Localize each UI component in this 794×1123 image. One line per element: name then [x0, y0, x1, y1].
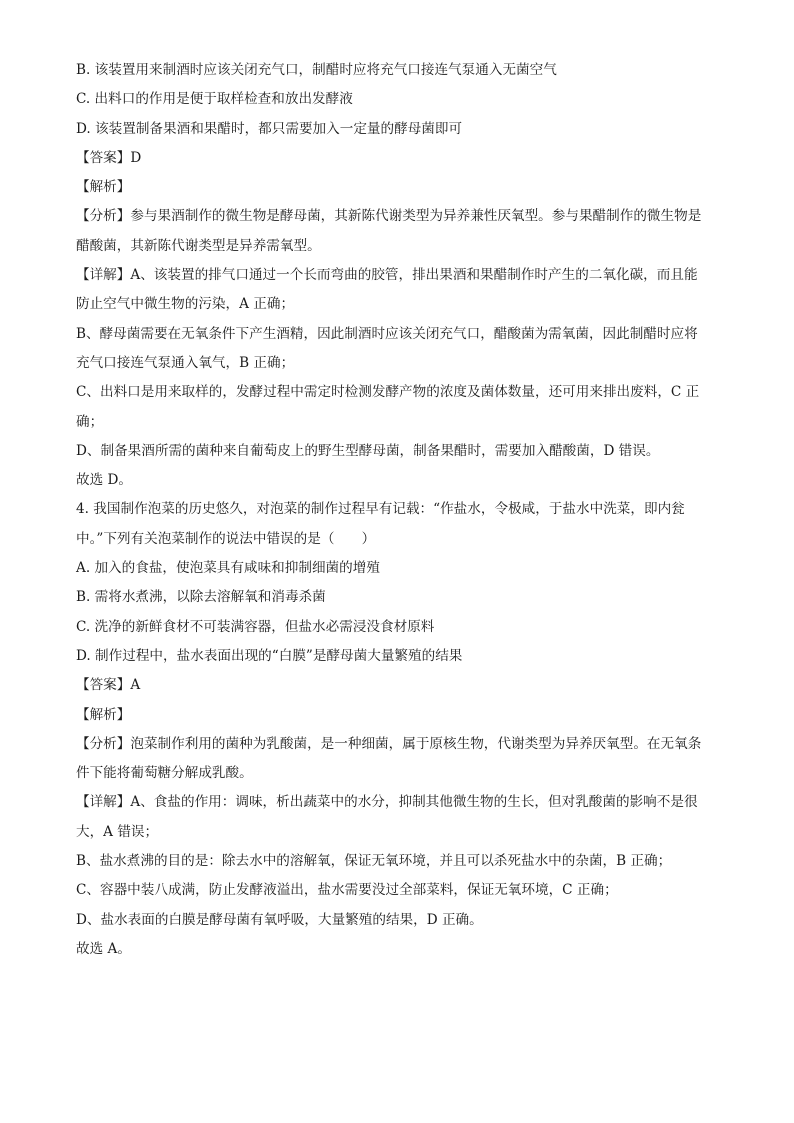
q4-conclusion: 故选 A。 [76, 940, 131, 957]
q3-option-d: D. 该装置制备果酒和果醋时，都只需要加入一定量的酵母菌即可 [76, 120, 463, 137]
q4-xiangjie-a-line-1: 【详解】A、食盐的作用：调味，析出蔬菜中的水分，抑制其他微生物的生长，但对乳酸菌的影响不是很 [76, 794, 698, 811]
q3-xiangjie-a-line-2: 防止空气中微生物的污染，A 正确； [76, 296, 295, 313]
q4-xiangjie-b: B、盐水煮沸的目的是：除去水中的溶解氧，保证无氧环境，并且可以杀死盐水中的杂菌，B 正确； [76, 853, 672, 870]
q4-option-b: B. 需将水煮沸，以除去溶解氧和消毒杀菌 [76, 589, 326, 606]
q4-analysis-title: 【解析】 [76, 706, 131, 723]
q3-option-c: C. 出料口的作用是便于取样检查和放出发酵液 [76, 91, 353, 108]
q3-xiangjie-c-line-1: C、出料口是用来取样的，发酵过程中需定时检测发酵产物的浓度及菌体数量，还可用来排出废料，C 正 [76, 384, 700, 401]
q3-option-b: B. 该装置用来制酒时应该关闭充气口，制醋时应将充气口接连气泵通入无菌空气 [76, 62, 557, 78]
q4-option-a: A. 加入的食盐，使泡菜具有咸味和抑制细菌的增殖 [76, 560, 380, 577]
q3-analysis-title: 【解析】 [76, 179, 131, 196]
q3-xiangjie-c-line-2: 确； [76, 413, 104, 430]
q3-fenxi-line-2: 醋酸菌，其新陈代谢类型是异养需氧型。 [76, 237, 321, 254]
q4-stem-line-2: 中。”下列有关泡菜制作的说法中错误的是（ ） [76, 530, 376, 547]
q4-xiangjie-c: C、容器中装八成满，防止发酵液溢出，盐水需要没过全部菜料，保证无氧环境，C 正确； [76, 882, 618, 899]
q3-xiangjie-b-line-1: B、酵母菌需要在无氧条件下产生酒精，因此制酒时应该关闭充气口，醋酸菌为需氧菌，因此制醋时应将 [76, 325, 698, 342]
q3-conclusion: 故选 D。 [76, 472, 133, 489]
q3-xiangjie-b-line-2: 充气口接连气泵通入氧气，B 正确； [76, 354, 295, 371]
q4-option-c: C. 洗净的新鲜食材不可装满容器，但盐水必需浸没食材原料 [76, 618, 435, 635]
q4-stem-line-1: 4. 我国制作泡菜的历史悠久，对泡菜的制作过程早有记载：“作盐水，令极咸，于盐水中洗菜，即内瓮 [76, 501, 685, 518]
q4-fenxi-line-1: 【分析】泡菜制作利用的菌种为乳酸菌，是一种细菌，属于原核生物，代谢类型为异养厌氧型。在无氧条 [76, 735, 702, 752]
q3-fenxi-line-1: 【分析】参与果酒制作的微生物是酵母菌，其新陈代谢类型为异养兼性厌氧型。参与果醋制作的微生物是 [76, 208, 702, 225]
q4-xiangjie-a-line-2: 大，A 错误； [76, 823, 159, 840]
q3-answer: 【答案】D [76, 149, 142, 166]
q4-option-d: D. 制作过程中，盐水表面出现的“白膜”是酵母菌大量繁殖的结果 [76, 647, 463, 664]
q4-xiangjie-d: D、盐水表面的白膜是酵母菌有氧呼吸，大量繁殖的结果，D 正确。 [76, 911, 483, 928]
q3-xiangjie-a-line-1: 【详解】A、该装置的排气口通过一个长而弯曲的胶管，排出果酒和果醋制作时产生的二氧化碳，而且能 [76, 267, 698, 284]
q4-fenxi-line-2: 件下能将葡萄糖分解成乳酸。 [76, 765, 253, 782]
q4-answer: 【答案】A [76, 677, 141, 694]
document-page [76, 60, 716, 968]
q3-xiangjie-d: D、制备果酒所需的菌种来自葡萄皮上的野生型酵母菌，制备果醋时，需要加入醋酸菌，D 错误。 [76, 442, 660, 459]
